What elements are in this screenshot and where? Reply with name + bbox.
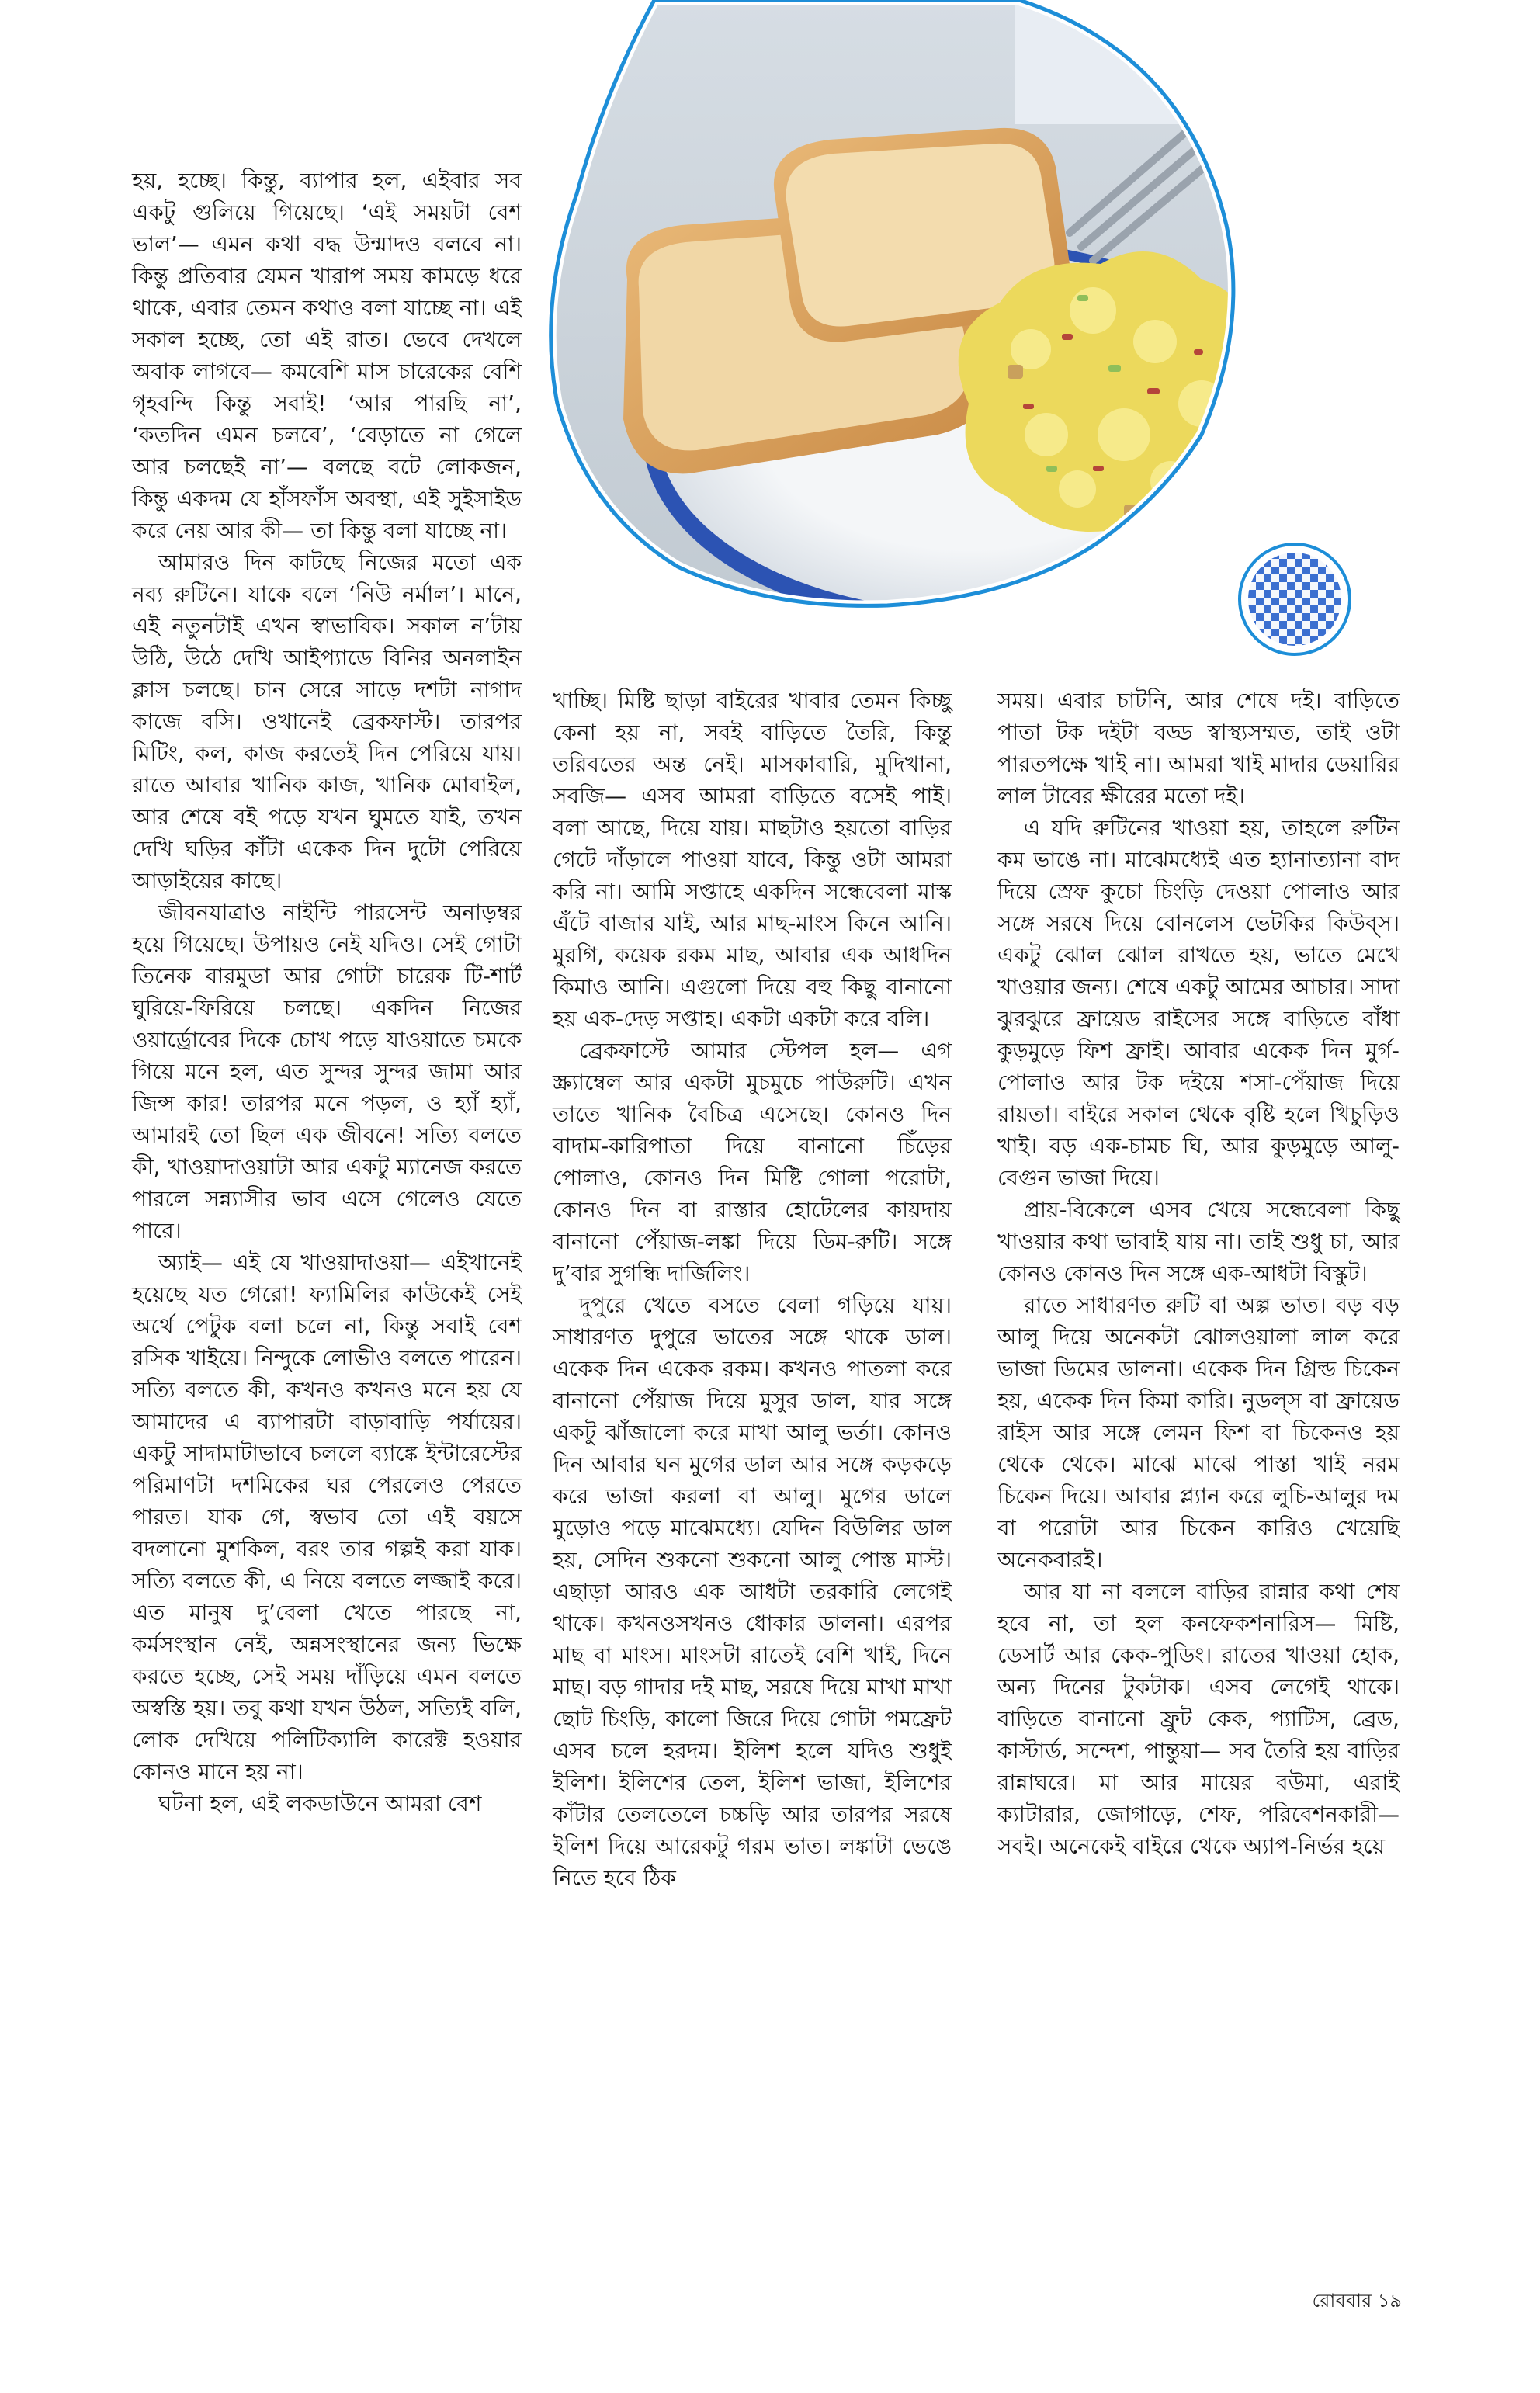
paragraph: অ্যাই— এই যে খাওয়াদাওয়া— এইখানেই হয়েছে যত গেরো! ফ্যামিলির কাউকেই সেই অর্থে পেটুক বলা চলে না, কিন্তু সবাই বেশ রসিক খাইয়ে। নিন্দুকে লোভীও বলতে পারেন। সত্যি বলতে কী, কখনও কখনও মনে হয় যে আমাদের এ ব্যাপারটা বাড়াবাড়ি পর্যায়ের। একটু সাদামাটাভাবে চললে ব্যাঙ্কে ইন্টারেস্টের পরিমাণটা দশমিকের ঘর পেরলেও পেরতে পারত। যাক গে, স্বভাব তো এই বয়সে বদলানো মুশকিল, বরং তার গল্পই করা যাক। সত্যি বলতে কী, এ নিয়ে বলতে লজ্জাই করে। এত মানুষ দু’বেলা খেতে পারছে না, কর্মসংস্থান নেই, অন্নসংস্থানের জন্য ভিক্ষে করতে হচ্ছে, সেই সময় দাঁড়িয়ে এমন বলতে অস্বস্তি হয়। তবু কথা যখন উঠল, সত্যিই বলি, লোক দেখিয়ে পলিটিক্যালি কারেক্ট হওয়ার কোনও মানে হয় না।: [132, 1250, 522, 1784]
paragraph: সময়। এবার চাটনি, আর শেষে দই। বাড়িতে পাতা টক দইটা বড্ড স্বাস্থ্যসম্মত, তাই ওটা পারতপক্ষে খাই না। আমরা খাই মাদার ডেয়ারির লাল টাবের ক্ষীরের মতো দই।: [997, 688, 1400, 809]
paragraph: আর যা না বললে বাড়ির রান্নার কথা শেষ হবে না, তা হল কনফেকশনারিস— মিষ্টি, ডেসার্ট আর কেক-পুডিং। রাতের খাওয়া হোক, অন্য দিনের টুকটাক। এসব লেগেই থাকে। বাড়িতে বানানো ফ্রুট কেক, প্যাটিস, ব্রেড, কাস্টার্ড, সন্দেশ, পান্তুয়া— সব তৈরি হয় বাড়ির রান্নাঘরে। মা আর মায়ের বউমা, এরাই ক্যাটারার, জোগাড়ে, শেফ, পরিবেশনকারী— সবই। অনেকেই বাইরে থেকে অ্যাপ-নির্ভর হয়ে: [997, 1579, 1400, 1859]
paragraph: রাতে সাধারণত রুটি বা অল্প ভাত। বড় বড় আলু দিয়ে অনেকটা ঝোলওয়ালা লাল করে ভাজা ডিমের ডালনা। একেক দিন গ্রিল্ড চিকেন হয়, একেক দিন কিমা কারি। নুডল্স বা ফ্রায়েড রাইস আর সঙ্গে লেমন ফিশ বা চিকেনও হয় থেকে থেকে। মাঝে মাঝে পাস্তা খাই নরম চিকেন দিয়ে। আবার প্ল্যান করে লুচি-আলুর দম বা পরোটা আর চিকেন কারিও খেয়েছি অনেকবারই।: [997, 1292, 1400, 1573]
text-column-3: [997, 685, 1400, 1862]
paragraph: প্রায়-বিকেলে এসব খেয়ে সন্ধেবেলা কিছু খাওয়ার কথা ভাবাই যায় না। তাই শুধু চা, আর কোনও কোনও দিন সঙ্গে এক-আধটা বিস্কুট।: [997, 1197, 1400, 1286]
paragraph: এ যদি রুটিনের খাওয়া হয়, তাহলে রুটিন কম ভাঙে না। মাঝেমধ্যেই এত হ্যানাত্যানা বাদ দিয়ে স্রেফ কুচো চিংড়ি দেওয়া পোলাও আর সঙ্গে সরষে দিয়ে বোনলেস ভেটকির কিউব্স। একটু ঝোল ঝোল রাখতে হয়, ভাতে মেখে খাওয়ার জন্য। শেষে একটু আমের আচার। সাদা ঝুরঝুরে ফ্রায়েড রাইসের সঙ্গে বাড়িতে বাঁধা কুড়মুড়ে ফিশ ফ্রাই। আবার একেক দিন মুর্গ-পোলাও আর টক দইয়ে শসা-পেঁয়াজ দিয়ে রায়তা। বাইরে সকাল থেকে বৃষ্টি হলে খিচুড়িও খাই। বড় এক-চামচ ঘি, আর কুড়মুড়ে আলু-বেগুন ভাজা দিয়ে।: [997, 815, 1400, 1191]
paragraph: ব্রেকফাস্টে আমার স্টেপল হল— এগ স্ক্র্যাম্বেল আর একটা মুচমুচে পাউরুটি। এখন তাতে খানিক বৈচিত্র এসেছে। কোনও দিন বাদাম-কারিপাতা দিয়ে বানানো চিঁড়ের পোলাও, কোনও দিন মিষ্টি গোলা পরোটা, কোনও দিন বা রাস্তার হোটেলের কায়দায় বানানো পেঁয়াজ-লঙ্কা দিয়ে ডিম-রুটি। সঙ্গে দু’বার সুগন্ধি দার্জিলিং।: [553, 1038, 952, 1286]
paragraph: খাচ্ছি। মিষ্টি ছাড়া বাইরের খাবার তেমন কিচ্ছু কেনা হয় না, সবই বাড়িতে তৈরি, কিন্তু তরিবতের অন্ত নেই। মাসকাবারি, মুদিখানা, সবজি— এসব আমরা বাড়িতে বসেই পাই। বলা আছে, দিয়ে যায়। মাছটাও হয়তো বাড়ির গেটে দাঁড়ালে পাওয়া যাবে, কিন্তু ওটা আমরা করি না। আমি সপ্তাহে একদিন সন্ধেবেলা মাস্ক এঁটে বাজার যাই, আর মাছ-মাংস কিনে আনি। মুরগি, কয়েক রকম মাছ, আবার এক আধদিন কিমাও আনি। এগুলো দিয়ে বহু কিছু বানানো হয় এক-দেড় সপ্তাহ। একটা একটা করে বলি।: [553, 688, 952, 1032]
food-photo: [534, 0, 1458, 683]
paragraph: জীবনযাত্রাও নাইন্টি পারসেন্ট অনাড়ম্বর হয়ে গিয়েছে। উপায়ও নেই যদিও। সেই গোটা তিনেক বারমুডা আর গোটা চারেক টি-শার্ট ঘুরিয়ে-ফিরিয়ে চলছে। একদিন নিজের ওয়ার্ড্রোবের দিকে চোখ পড়ে যাওয়াতে চমকে গিয়ে মনে হল, এত সুন্দর সুন্দর জামা আর জিন্স কার! তারপর মনে পড়ল, ও হ্যাঁ হ্যাঁ, আমারই তো ছিল এক জীবনে! সত্যি বলতে কী, খাওয়াদাওয়াটা আর একটু ম্যানেজ করতে পারলে সন্ন্যাসীর ভাব এসে গেলেও যেতে পারে।: [132, 900, 522, 1243]
paragraph: হয়, হচ্ছে। কিন্তু, ব্যাপার হল, এইবার সব একটু গুলিয়ে গিয়েছে। ‘এই সময়টা বেশ ভাল’— এমন কথা বদ্ধ উন্মাদও বলবে না। কিন্তু প্রতিবার যেমন খারাপ সময় কামড়ে ধরে থাকে, এবার তেমন কথাও বলা যাচ্ছে না। এই সকাল হচ্ছে, তো এই রাত। ভেবে দেখলে অবাক লাগবে— কমবেশি মাস চারেকের বেশি গৃহবন্দি কিন্তু সবাই! ‘আর পারছি না’, ‘কতদিন এমন চলবে’, ‘বেড়াতে না গেলে আর চলছেই না’— বলছে বটে লোকজন, কিন্তু একদম যে হাঁসফাঁস অবস্থা, এই সুইসাইড করে নেয় আর কী— তা কিন্তু বলা যাচ্ছে না।: [132, 168, 522, 543]
paragraph: দুপুরে খেতে বসতে বেলা গড়িয়ে যায়। সাধারণত দুপুরে ভাতের সঙ্গে থাকে ডাল। একেক দিন একেক রকম। কখনও পাতলা করে বানানো পেঁয়াজ দিয়ে মুসুর ডাল, যার সঙ্গে একটু ঝাঁজালো করে মাখা আলু ভর্তা। কোনও দিন আবার ঘন মুগের ডাল আর সঙ্গে কড়কড়ে করে ভাজা করলা বা আলু। মুগের ডালে মুড়োও পড়ে মাঝেমধ্যে। যেদিন বিউলির ডাল হয়, সেদিন শুকনো শুকনো আলু পোস্ত মাস্ট। এছাড়া আরও এক আধটা তরকারি লেগেই থাকে। কখনওসখনও ধোকার ডালনা। এরপর মাছ বা মাংস। মাংসটা রাতেই বেশি খাই, দিনে মাছ। বড় গাদার দই মাছ, সরষে দিয়ে মাখা মাখা ছোট চিংড়ি, কালো জিরে দিয়ে গোটা পমফ্রেট এসব চলে হরদম। ইলিশ হলে যদিও শুধুই ইলিশ। ইলিশের তেল, ইলিশ ভাজা, ইলিশের কাঁটার তেলতেলে চচ্চড়ি আর তারপর সরষে ইলিশ দিয়ে আরেকটু গরম ভাত। লঙ্কাটা ভেঙে নিতে হবে ঠিক: [553, 1292, 952, 1891]
text-column-1: [132, 165, 522, 1819]
page-footer: রোববার ১৯: [1312, 2290, 1402, 2311]
paragraph: আমারও দিন কাটছে নিজের মতো এক নব্য রুটিনে। যাকে বলে ‘নিউ নর্মাল’। মানে, এই নতুনটাই এখন স্বাভাবিক। সকাল ন’টায় উঠি, উঠে দেখি আইপ্যাডে বিনির অনলাইন ক্লাস চলছে। চান সেরে সাড়ে দশটা নাগাদ কাজে বসি। ওখানেই ব্রেকফাস্ট। তারপর মিটিং, কল, কাজ করতেই দিন পেরিয়ে যায়। রাতে আবার খানিক কাজ, খানিক মোবাইল, আর শেষে বই পড়ে যখন ঘুমতে যাই, তখন দেখি ঘড়ির কাঁটা একেক দিন দুটো পেরিয়ে আড়াইয়ের কাছে।: [132, 550, 522, 893]
paragraph: ঘটনা হল, এই লকডাউনে আমরা বেশ: [158, 1791, 482, 1816]
text-column-2: [553, 685, 952, 1894]
